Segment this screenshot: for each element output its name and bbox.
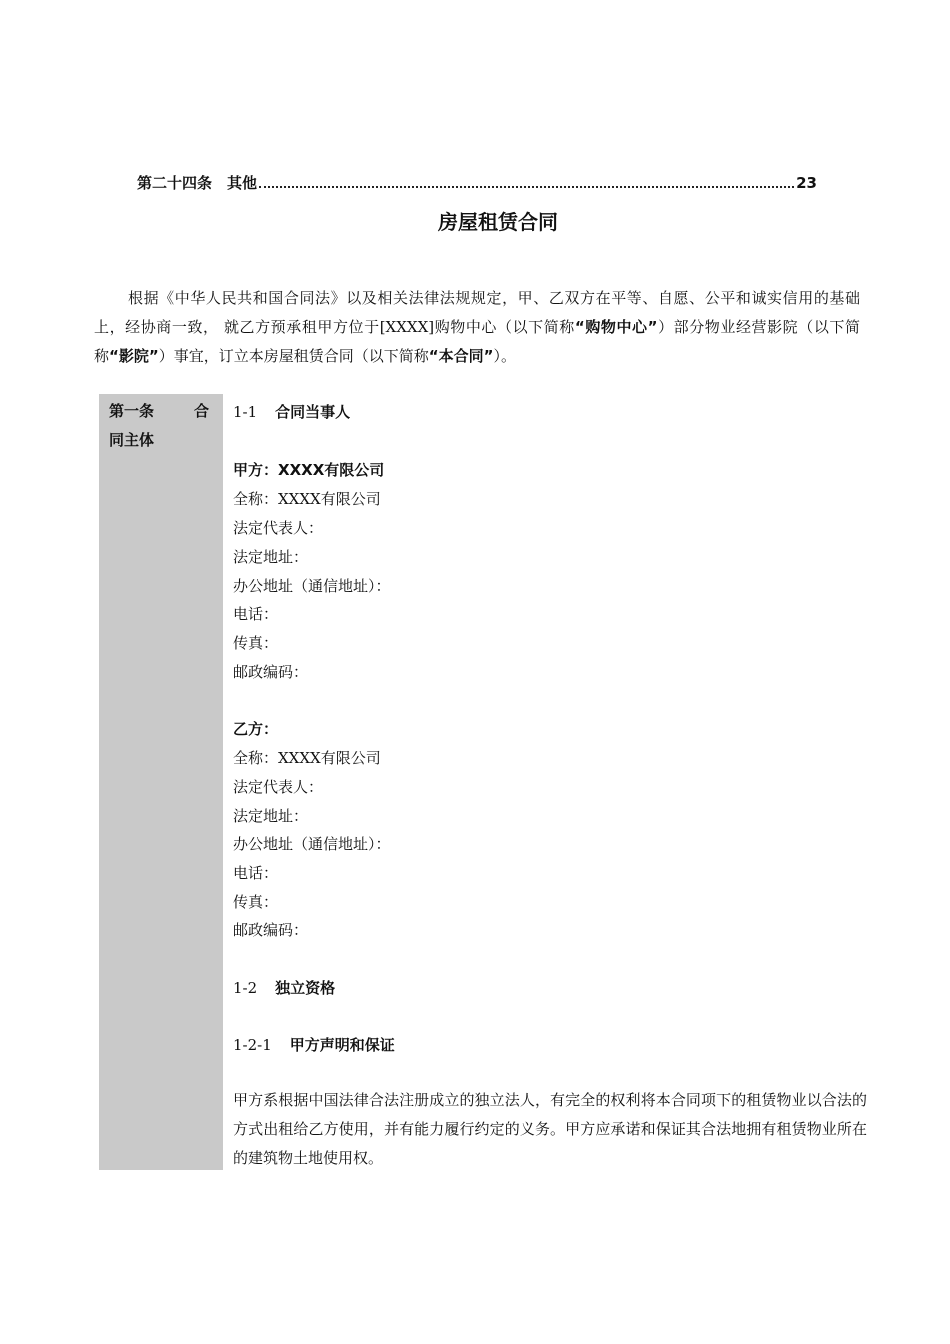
party-b-phone: 电话： [233,864,279,882]
party-a-phone: 电话： [233,605,279,623]
party-b-postcode: 邮政编码： [233,921,309,939]
party-b-fax: 传真： [233,893,279,911]
party-b-full-name: 全称：XXXX有限公司 [233,749,381,767]
defined-term-mall: “购物中心” [574,318,658,336]
party-a-office-address: 办公地址（通信地址）： [233,577,391,595]
section-1-2-1-body: 甲方系根据中国法律合法注册成立的独立法人，有完全的权利将本合同项下的租赁物业以合法的方式出租给乙方使用，并有能力履行约定的义务。甲方应承诺和保证其合法地拥有租赁物业所在的建筑物土地使用权。 [233,1091,867,1167]
party-a-full-name: 全称：XXXX有限公司 [233,490,381,508]
section-1-2-1-heading: 1-2-1 甲方声明和保证 [233,1036,395,1054]
defined-term-cinema: “影院” [109,347,159,365]
party-b-heading: 乙方： [233,720,279,738]
toc-label: 第二十四条 其他 [137,174,258,192]
party-b-office-address: 办公地址（通信地址）： [233,835,391,853]
party-a-legal-rep: 法定代表人： [233,519,324,537]
party-a-postcode: 邮政编码： [233,663,309,681]
party-a-heading: 甲方：XXXX有限公司 [233,461,385,479]
section-1-1-heading: 1-1 合同当事人 [233,403,351,421]
section-1-2-heading: 1-2 独立资格 [233,979,336,997]
toc-leader-dots [259,185,794,188]
intro-paragraph: 根据《中华人民共和国合同法》以及相关法律法规规定，甲、乙双方在平等、自愿、公平和诚实信用的基础上，经协商一致， 就乙方预承租甲方位于[XXXX]购物中心（以下简称“购物中心”）部分物业经营影院（以下简称“影院”）事宜，订立本房屋租赁合同（以下简称“本合同”）。 [94,289,860,365]
party-a-fax: 传真： [233,634,279,652]
party-b-legal-address: 法定地址： [233,807,309,825]
toc-entry[interactable] [137,172,817,193]
article-1-title: 第一条 合 同主体 [109,402,209,449]
toc-page-number: 23 [796,174,817,192]
party-a-legal-address: 法定地址： [233,548,309,566]
defined-term-contract: “本合同” [428,347,494,365]
article-heading-cell [99,394,223,1170]
document-title: 房屋租赁合同 [438,210,558,234]
party-b-legal-rep: 法定代表人： [233,778,324,796]
